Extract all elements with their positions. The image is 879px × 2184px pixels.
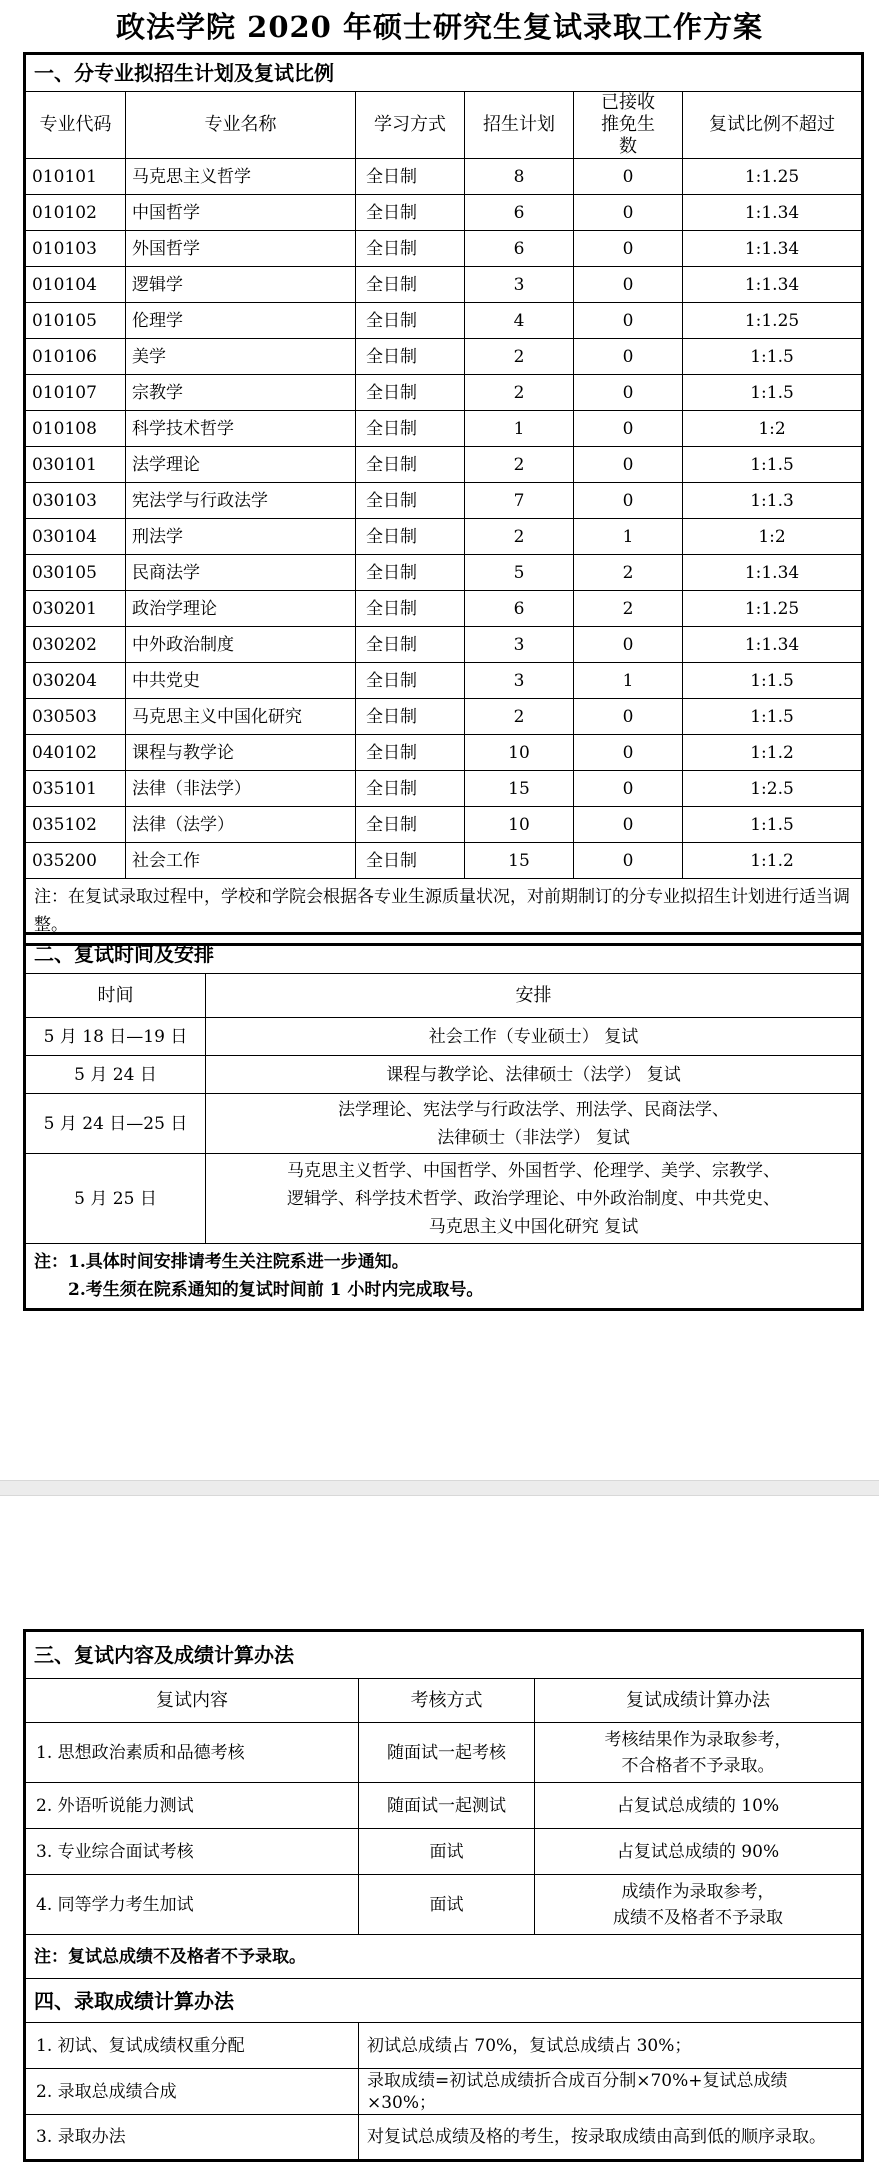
exempt-count: 0 (574, 483, 683, 519)
section-heading: 二、复试时间及安排 (25, 934, 863, 974)
enrollment-quota: 8 (465, 159, 574, 195)
column-header: 专业名称 (126, 92, 356, 159)
major-name: 伦理学 (126, 303, 356, 339)
study-mode: 全日制 (356, 447, 465, 483)
table-row (25, 2069, 863, 2115)
admission-rule: 对复试总成绩及格的考生，按录取成绩由高到低的顺序录取。 (359, 2115, 863, 2161)
exempt-count: 0 (574, 771, 683, 807)
exempt-count: 0 (574, 339, 683, 375)
major-name: 外国哲学 (126, 231, 356, 267)
table-row (25, 1875, 863, 1935)
admission-item: 1. 初试、复试成绩权重分配 (25, 2023, 359, 2069)
exempt-count: 0 (574, 411, 683, 447)
table-row (25, 1829, 863, 1875)
assessment-note: 注：复试总成绩不及格者不予录取。 (25, 1935, 863, 1979)
major-name: 法律（法学） (126, 807, 356, 843)
table-row (25, 195, 863, 231)
plan-note: 注：在复试录取过程中，学校和学院会根据各专业生源质量状况，对前期制订的分专业拟招生计划进行适当调整。 (25, 879, 863, 945)
schedule-note-1: 注：1.具体时间安排请考生关注院系进一步通知。 (34, 1252, 409, 1272)
column-header: 考核方式 (359, 1679, 535, 1723)
table-row (25, 231, 863, 267)
major-code: 010107 (25, 375, 126, 411)
exempt-count: 0 (574, 807, 683, 843)
table-row (25, 1056, 863, 1094)
study-mode: 全日制 (356, 555, 465, 591)
study-mode: 全日制 (356, 771, 465, 807)
section-heading: 一、分专业拟招生计划及复试比例 (25, 54, 863, 92)
table-row (25, 1018, 863, 1056)
score-calculation: 考核结果作为录取参考， 不合格者不予录取。 (535, 1723, 863, 1783)
assessment-method: 随面试一起测试 (359, 1783, 535, 1829)
exempt-count: 0 (574, 699, 683, 735)
study-mode: 全日制 (356, 483, 465, 519)
retest-ratio: 1:1.34 (683, 267, 863, 303)
table-row (25, 1094, 863, 1154)
major-name: 社会工作 (126, 843, 356, 879)
retest-ratio: 1:1.5 (683, 375, 863, 411)
major-code: 030103 (25, 483, 126, 519)
retest-ratio: 1:2 (683, 411, 863, 447)
exempt-count: 0 (574, 447, 683, 483)
table-row (25, 843, 863, 879)
study-mode: 全日制 (356, 627, 465, 663)
assessment-content: 2. 外语听说能力测试 (25, 1783, 359, 1829)
retest-ratio: 1:2.5 (683, 771, 863, 807)
exempt-count: 0 (574, 627, 683, 663)
column-header: 复试内容 (25, 1679, 359, 1723)
table-row (25, 1783, 863, 1829)
table-row (25, 483, 863, 519)
major-code: 040102 (25, 735, 126, 771)
exempt-count: 1 (574, 663, 683, 699)
table-row (25, 591, 863, 627)
section-heading: 四、录取成绩计算办法 (25, 1979, 863, 2023)
retest-ratio: 1:1.34 (683, 195, 863, 231)
admission-rule: 录取成绩=初试总成绩折合成百分制×70%+复试总成绩×30%； (359, 2069, 863, 2115)
major-name: 课程与教学论 (126, 735, 356, 771)
exempt-count: 1 (574, 519, 683, 555)
enrollment-quota: 10 (465, 735, 574, 771)
table-row (25, 807, 863, 843)
study-mode: 全日制 (356, 519, 465, 555)
column-header: 时间 (25, 974, 206, 1018)
retest-ratio: 1:1.5 (683, 663, 863, 699)
score-calculation: 占复试总成绩的 90% (535, 1829, 863, 1875)
enrollment-quota: 6 (465, 231, 574, 267)
enrollment-quota: 1 (465, 411, 574, 447)
study-mode: 全日制 (356, 699, 465, 735)
major-code: 010102 (25, 195, 126, 231)
study-mode: 全日制 (356, 267, 465, 303)
study-mode: 全日制 (356, 735, 465, 771)
table-row (25, 2115, 863, 2161)
major-name: 中国哲学 (126, 195, 356, 231)
admission-rule: 初试总成绩占 70%，复试总成绩占 30%； (359, 2023, 863, 2069)
enrollment-quota: 2 (465, 447, 574, 483)
exempt-count: 0 (574, 843, 683, 879)
schedule-table (23, 932, 864, 1311)
table-row (25, 519, 863, 555)
retest-ratio: 1:1.5 (683, 339, 863, 375)
retest-ratio: 1:2 (683, 519, 863, 555)
table-row (25, 2023, 863, 2069)
study-mode: 全日制 (356, 411, 465, 447)
table-row (25, 411, 863, 447)
table-row (25, 771, 863, 807)
major-code: 035102 (25, 807, 126, 843)
schedule-rows (25, 1018, 863, 1244)
major-code: 010108 (25, 411, 126, 447)
table-row (25, 303, 863, 339)
enrollment-quota: 2 (465, 519, 574, 555)
schedule-time: 5 月 18 日—19 日 (25, 1018, 206, 1056)
exempt-count: 2 (574, 555, 683, 591)
column-header: 安排 (206, 974, 863, 1018)
admission-score-rows (25, 2023, 863, 2161)
enrollment-quota: 6 (465, 195, 574, 231)
major-name: 法律（非法学） (126, 771, 356, 807)
column-header: 复试比例不超过 (683, 92, 863, 159)
major-code: 030101 (25, 447, 126, 483)
table-row (25, 339, 863, 375)
study-mode: 全日制 (356, 231, 465, 267)
study-mode: 全日制 (356, 339, 465, 375)
major-code: 035200 (25, 843, 126, 879)
major-code: 010104 (25, 267, 126, 303)
retest-ratio: 1:1.25 (683, 159, 863, 195)
major-name: 中外政治制度 (126, 627, 356, 663)
enrollment-quota: 3 (465, 267, 574, 303)
page-separator (0, 1480, 879, 1496)
schedule-arrangement: 课程与教学论、法律硕士（法学） 复试 (206, 1056, 863, 1094)
enrollment-quota: 2 (465, 699, 574, 735)
table-row (25, 1154, 863, 1244)
major-code: 010101 (25, 159, 126, 195)
enrollment-quota: 15 (465, 771, 574, 807)
score-calculation: 占复试总成绩的 10% (535, 1783, 863, 1829)
table-row (25, 159, 863, 195)
schedule-time: 5 月 24 日 (25, 1056, 206, 1094)
table-row (25, 555, 863, 591)
enrollment-quota: 3 (465, 663, 574, 699)
assessment-rows (25, 1723, 863, 1935)
score-calculation: 成绩作为录取参考， 成绩不及格者不予录取 (535, 1875, 863, 1935)
major-name: 刑法学 (126, 519, 356, 555)
assessment-method: 随面试一起考核 (359, 1723, 535, 1783)
major-name: 马克思主义中国化研究 (126, 699, 356, 735)
major-name: 法学理论 (126, 447, 356, 483)
study-mode: 全日制 (356, 807, 465, 843)
table-row (25, 447, 863, 483)
retest-ratio: 1:1.5 (683, 807, 863, 843)
table-row (25, 699, 863, 735)
major-code: 030104 (25, 519, 126, 555)
major-name: 宗教学 (126, 375, 356, 411)
assessment-method: 面试 (359, 1829, 535, 1875)
enrollment-plan-rows (25, 159, 863, 879)
schedule-arrangement: 社会工作（专业硕士） 复试 (206, 1018, 863, 1056)
column-header: 复试成绩计算办法 (535, 1679, 863, 1723)
admission-item: 2. 录取总成绩合成 (25, 2069, 359, 2115)
enrollment-quota: 6 (465, 591, 574, 627)
exempt-count: 0 (574, 303, 683, 339)
enrollment-quota: 4 (465, 303, 574, 339)
enrollment-plan-table (23, 52, 864, 946)
assessment-content: 1. 思想政治素质和品德考核 (25, 1723, 359, 1783)
exempt-count: 0 (574, 267, 683, 303)
schedule-arrangement: 马克思主义哲学、中国哲学、外国哲学、伦理学、美学、宗教学、 逻辑学、科学技术哲学、政治学理论、中外政治制度、中共党史、 马克思主义中国化研究 复试 (206, 1154, 863, 1244)
study-mode: 全日制 (356, 591, 465, 627)
major-code: 030503 (25, 699, 126, 735)
major-code: 030202 (25, 627, 126, 663)
retest-ratio: 1:1.3 (683, 483, 863, 519)
major-name: 中共党史 (126, 663, 356, 699)
column-header: 学习方式 (356, 92, 465, 159)
major-name: 民商法学 (126, 555, 356, 591)
major-code: 010103 (25, 231, 126, 267)
exempt-count: 0 (574, 735, 683, 771)
major-name: 科学技术哲学 (126, 411, 356, 447)
schedule-note (25, 1244, 863, 1310)
exempt-count: 0 (574, 231, 683, 267)
major-code: 030201 (25, 591, 126, 627)
major-code: 010106 (25, 339, 126, 375)
table-row (25, 1723, 863, 1783)
retest-ratio: 1:1.25 (683, 591, 863, 627)
major-name: 宪法学与行政法学 (126, 483, 356, 519)
exempt-count: 0 (574, 195, 683, 231)
table-row (25, 627, 863, 663)
retest-ratio: 1:1.2 (683, 735, 863, 771)
column-header: 专业代码 (25, 92, 126, 159)
table-row (25, 267, 863, 303)
enrollment-quota: 2 (465, 339, 574, 375)
enrollment-quota: 2 (465, 375, 574, 411)
enrollment-quota: 3 (465, 627, 574, 663)
retest-ratio: 1:1.25 (683, 303, 863, 339)
study-mode: 全日制 (356, 195, 465, 231)
admission-item: 3. 录取办法 (25, 2115, 359, 2161)
schedule-arrangement: 法学理论、宪法学与行政法学、刑法学、民商法学、 法律硕士（非法学） 复试 (206, 1094, 863, 1154)
study-mode: 全日制 (356, 663, 465, 699)
retest-ratio: 1:1.5 (683, 699, 863, 735)
retest-ratio: 1:1.34 (683, 627, 863, 663)
assessment-method: 面试 (359, 1875, 535, 1935)
schedule-note-2: 2.考生须在院系通知的复试时间前 1 小时内完成取号。 (68, 1280, 484, 1300)
schedule-time: 5 月 24 日—25 日 (25, 1094, 206, 1154)
column-header: 已接收推免生数 (574, 92, 683, 159)
retest-ratio: 1:1.2 (683, 843, 863, 879)
enrollment-quota: 7 (465, 483, 574, 519)
assessment-table (23, 1629, 864, 2162)
study-mode: 全日制 (356, 159, 465, 195)
major-name: 逻辑学 (126, 267, 356, 303)
major-name: 美学 (126, 339, 356, 375)
exempt-count: 2 (574, 591, 683, 627)
study-mode: 全日制 (356, 303, 465, 339)
study-mode: 全日制 (356, 843, 465, 879)
enrollment-quota: 5 (465, 555, 574, 591)
enrollment-quota: 15 (465, 843, 574, 879)
schedule-time: 5 月 25 日 (25, 1154, 206, 1244)
retest-ratio: 1:1.34 (683, 231, 863, 267)
table-row (25, 375, 863, 411)
study-mode: 全日制 (356, 375, 465, 411)
major-code: 010105 (25, 303, 126, 339)
major-code: 035101 (25, 771, 126, 807)
major-code: 030204 (25, 663, 126, 699)
major-name: 马克思主义哲学 (126, 159, 356, 195)
major-name: 政治学理论 (126, 591, 356, 627)
table-row (25, 663, 863, 699)
retest-ratio: 1:1.5 (683, 447, 863, 483)
exempt-count: 0 (574, 375, 683, 411)
section-heading: 三、复试内容及成绩计算办法 (25, 1631, 863, 1679)
table-row (25, 735, 863, 771)
document-title: 政法学院 2020 年硕士研究生复试录取工作方案 (116, 10, 763, 44)
major-code: 030105 (25, 555, 126, 591)
retest-ratio: 1:1.34 (683, 555, 863, 591)
assessment-content: 3. 专业综合面试考核 (25, 1829, 359, 1875)
exempt-count: 0 (574, 159, 683, 195)
assessment-content: 4. 同等学力考生加试 (25, 1875, 359, 1935)
enrollment-quota: 10 (465, 807, 574, 843)
column-header: 招生计划 (465, 92, 574, 159)
